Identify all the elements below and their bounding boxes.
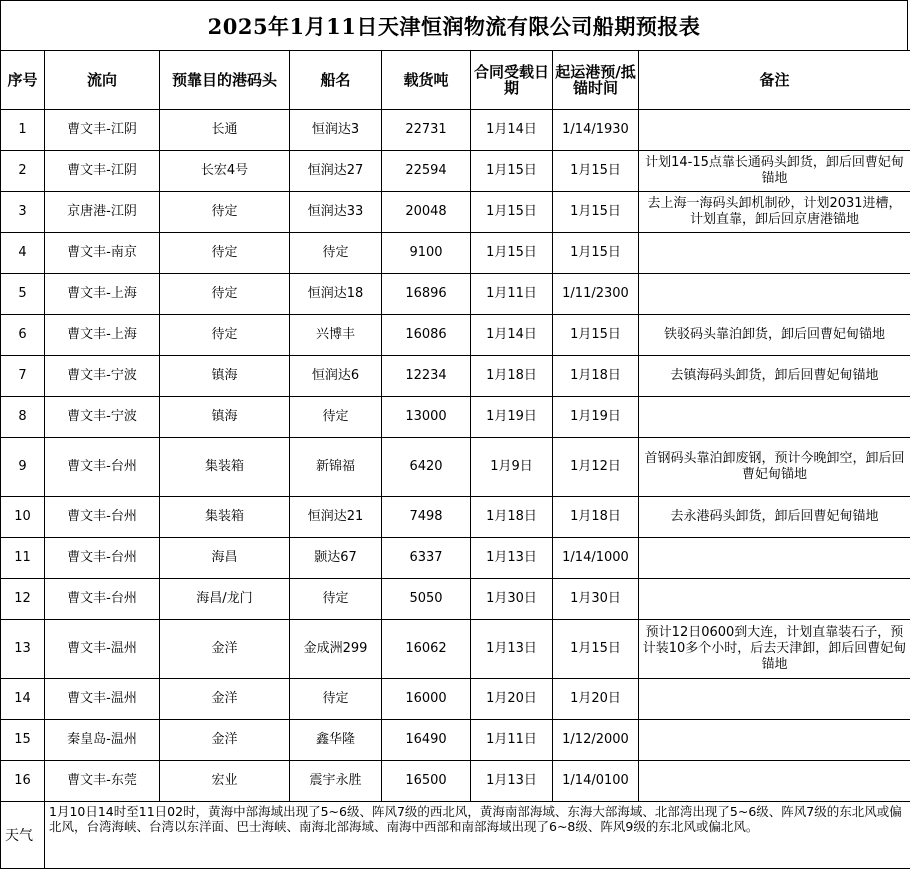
table-row	[1, 620, 910, 679]
cell-eta: 1月18日	[553, 497, 639, 538]
cell-ship: 新锦福	[290, 438, 382, 497]
cell-tonnage: 16086	[382, 315, 471, 356]
cell-index: 1	[1, 110, 45, 151]
cell-port: 镇海	[160, 397, 290, 438]
cell-route: 曹文丰-东莞	[45, 761, 160, 802]
cell-port: 长宏4号	[160, 151, 290, 192]
cell-tonnage: 16490	[382, 720, 471, 761]
cell-eta: 1月12日	[553, 438, 639, 497]
table-row	[1, 315, 910, 356]
table-row	[1, 761, 910, 802]
cell-eta: 1月20日	[553, 679, 639, 720]
cell-index: 14	[1, 679, 45, 720]
cell-eta: 1月15日	[553, 233, 639, 274]
cell-remark	[639, 233, 910, 274]
header-remark: 备注	[639, 51, 910, 110]
cell-port: 待定	[160, 315, 290, 356]
header-route: 流向	[45, 51, 160, 110]
cell-remark: 去上海一海码头卸机制砂，计划2031进槽，计划直靠，卸后回京唐港锚地	[639, 192, 910, 233]
cell-eta: 1月30日	[553, 579, 639, 620]
cell-remark	[639, 761, 910, 802]
cell-eta: 1/12/2000	[553, 720, 639, 761]
cell-route: 曹文丰-上海	[45, 274, 160, 315]
cell-route: 曹文丰-台州	[45, 497, 160, 538]
table-row	[1, 579, 910, 620]
cell-index: 10	[1, 497, 45, 538]
cell-eta: 1/11/2300	[553, 274, 639, 315]
table-row	[1, 151, 910, 192]
cell-remark: 去永港码头卸货，卸后回曹妃甸锚地	[639, 497, 910, 538]
cell-eta: 1/14/0100	[553, 761, 639, 802]
cell-contract: 1月11日	[471, 720, 553, 761]
header-index: 序号	[1, 51, 45, 110]
cell-port: 长通	[160, 110, 290, 151]
cell-route: 曹文丰-台州	[45, 579, 160, 620]
cell-route: 曹文丰-台州	[45, 438, 160, 497]
cell-tonnage: 16062	[382, 620, 471, 679]
cell-ship: 恒润达3	[290, 110, 382, 151]
schedule-table	[0, 50, 910, 869]
cell-ship: 恒润达33	[290, 192, 382, 233]
cell-eta: 1月15日	[553, 151, 639, 192]
table-row	[1, 233, 910, 274]
cell-index: 2	[1, 151, 45, 192]
cell-contract: 1月18日	[471, 356, 553, 397]
table-row	[1, 720, 910, 761]
cell-index: 3	[1, 192, 45, 233]
weather-row	[1, 802, 910, 869]
cell-eta: 1月15日	[553, 620, 639, 679]
table-row	[1, 538, 910, 579]
cell-index: 13	[1, 620, 45, 679]
cell-route: 曹文丰-宁波	[45, 397, 160, 438]
cell-tonnage: 7498	[382, 497, 471, 538]
page-title: 2025年1月11日天津恒润物流有限公司船期预报表	[0, 0, 908, 50]
cell-contract: 1月14日	[471, 110, 553, 151]
cell-eta: 1月18日	[553, 356, 639, 397]
weather-text: 1月10日14时至11日02时，黄海中部海域出现了5~6级、阵风7级的西北风，黄海南部海域、东海大部海域、北部湾出现了5~6级、阵风7级的东北风或偏北风，台湾海峡、台湾以东洋面、巴士海峡、南海北部海域、南海中西部和南部海域出现了6~8级、阵风9级的东北风或偏北风。	[45, 802, 910, 869]
cell-contract: 1月15日	[471, 233, 553, 274]
cell-remark: 去镇海码头卸货，卸后回曹妃甸锚地	[639, 356, 910, 397]
cell-remark	[639, 538, 910, 579]
cell-contract: 1月20日	[471, 679, 553, 720]
cell-tonnage: 16500	[382, 761, 471, 802]
cell-contract: 1月19日	[471, 397, 553, 438]
cell-tonnage: 6337	[382, 538, 471, 579]
cell-index: 8	[1, 397, 45, 438]
cell-ship: 金成洲299	[290, 620, 382, 679]
cell-tonnage: 22731	[382, 110, 471, 151]
cell-index: 12	[1, 579, 45, 620]
cell-port: 集装箱	[160, 497, 290, 538]
cell-ship: 鑫华隆	[290, 720, 382, 761]
cell-remark: 预计12日0600到大连，计划直靠装石子，预计装10多个小时，后去天津卸，卸后回曹妃甸锚地	[639, 620, 910, 679]
cell-tonnage: 16000	[382, 679, 471, 720]
cell-remark	[639, 679, 910, 720]
table-row	[1, 110, 910, 151]
cell-tonnage: 6420	[382, 438, 471, 497]
cell-port: 待定	[160, 192, 290, 233]
cell-eta: 1月15日	[553, 315, 639, 356]
cell-index: 4	[1, 233, 45, 274]
cell-eta: 1月15日	[553, 192, 639, 233]
cell-contract: 1月15日	[471, 151, 553, 192]
cell-ship: 颢达67	[290, 538, 382, 579]
cell-index: 5	[1, 274, 45, 315]
cell-remark: 计划14-15点靠长通码头卸货，卸后回曹妃甸锚地	[639, 151, 910, 192]
cell-port: 镇海	[160, 356, 290, 397]
cell-remark: 铁驳码头靠泊卸货，卸后回曹妃甸锚地	[639, 315, 910, 356]
cell-contract: 1月30日	[471, 579, 553, 620]
table-row	[1, 192, 910, 233]
cell-remark	[639, 720, 910, 761]
cell-contract: 1月18日	[471, 497, 553, 538]
table-row	[1, 397, 910, 438]
cell-port: 金洋	[160, 720, 290, 761]
cell-eta: 1月19日	[553, 397, 639, 438]
cell-route: 曹文丰-宁波	[45, 356, 160, 397]
cell-ship: 震宇永胜	[290, 761, 382, 802]
cell-remark	[639, 274, 910, 315]
header-tonnage: 载货吨	[382, 51, 471, 110]
cell-port: 待定	[160, 233, 290, 274]
table-body	[1, 110, 910, 802]
table-row	[1, 679, 910, 720]
cell-ship: 恒润达6	[290, 356, 382, 397]
cell-remark	[639, 397, 910, 438]
cell-index: 9	[1, 438, 45, 497]
cell-ship: 恒润达18	[290, 274, 382, 315]
table-row	[1, 356, 910, 397]
cell-ship: 待定	[290, 579, 382, 620]
header-port: 预靠目的港码头	[160, 51, 290, 110]
cell-route: 曹文丰-台州	[45, 538, 160, 579]
cell-route: 曹文丰-温州	[45, 620, 160, 679]
cell-route: 曹文丰-江阴	[45, 151, 160, 192]
weather-label: 天气	[1, 802, 45, 869]
cell-contract: 1月14日	[471, 315, 553, 356]
cell-route: 曹文丰-江阴	[45, 110, 160, 151]
cell-ship: 待定	[290, 397, 382, 438]
cell-port: 金洋	[160, 620, 290, 679]
header-row	[1, 51, 910, 110]
cell-index: 16	[1, 761, 45, 802]
cell-index: 7	[1, 356, 45, 397]
cell-route: 秦皇岛-温州	[45, 720, 160, 761]
header-eta: 起运港预/抵锚时间	[553, 51, 639, 110]
cell-port: 海昌	[160, 538, 290, 579]
cell-tonnage: 20048	[382, 192, 471, 233]
cell-remark: 首钢码头靠泊卸废钢，预计今晚卸空，卸后回曹妃甸锚地	[639, 438, 910, 497]
cell-ship: 兴博丰	[290, 315, 382, 356]
cell-port: 宏业	[160, 761, 290, 802]
table-row	[1, 438, 910, 497]
cell-tonnage: 5050	[382, 579, 471, 620]
header-ship: 船名	[290, 51, 382, 110]
cell-contract: 1月13日	[471, 761, 553, 802]
cell-contract: 1月15日	[471, 192, 553, 233]
cell-remark	[639, 110, 910, 151]
cell-eta: 1/14/1000	[553, 538, 639, 579]
cell-contract: 1月13日	[471, 620, 553, 679]
cell-ship: 待定	[290, 233, 382, 274]
cell-port: 海昌/龙门	[160, 579, 290, 620]
cell-ship: 恒润达27	[290, 151, 382, 192]
header-contract-date: 合同受载日期	[471, 51, 553, 110]
cell-tonnage: 16896	[382, 274, 471, 315]
cell-port: 集装箱	[160, 438, 290, 497]
cell-contract: 1月9日	[471, 438, 553, 497]
table-row	[1, 497, 910, 538]
cell-route: 曹文丰-温州	[45, 679, 160, 720]
cell-route: 曹文丰-南京	[45, 233, 160, 274]
cell-ship: 待定	[290, 679, 382, 720]
table-row	[1, 274, 910, 315]
cell-index: 6	[1, 315, 45, 356]
cell-eta: 1/14/1930	[553, 110, 639, 151]
cell-tonnage: 22594	[382, 151, 471, 192]
cell-tonnage: 12234	[382, 356, 471, 397]
cell-index: 15	[1, 720, 45, 761]
cell-port: 金洋	[160, 679, 290, 720]
cell-contract: 1月13日	[471, 538, 553, 579]
cell-remark	[639, 579, 910, 620]
cell-contract: 1月11日	[471, 274, 553, 315]
cell-ship: 恒润达21	[290, 497, 382, 538]
cell-tonnage: 13000	[382, 397, 471, 438]
cell-route: 京唐港-江阴	[45, 192, 160, 233]
cell-tonnage: 9100	[382, 233, 471, 274]
cell-route: 曹文丰-上海	[45, 315, 160, 356]
cell-port: 待定	[160, 274, 290, 315]
cell-index: 11	[1, 538, 45, 579]
